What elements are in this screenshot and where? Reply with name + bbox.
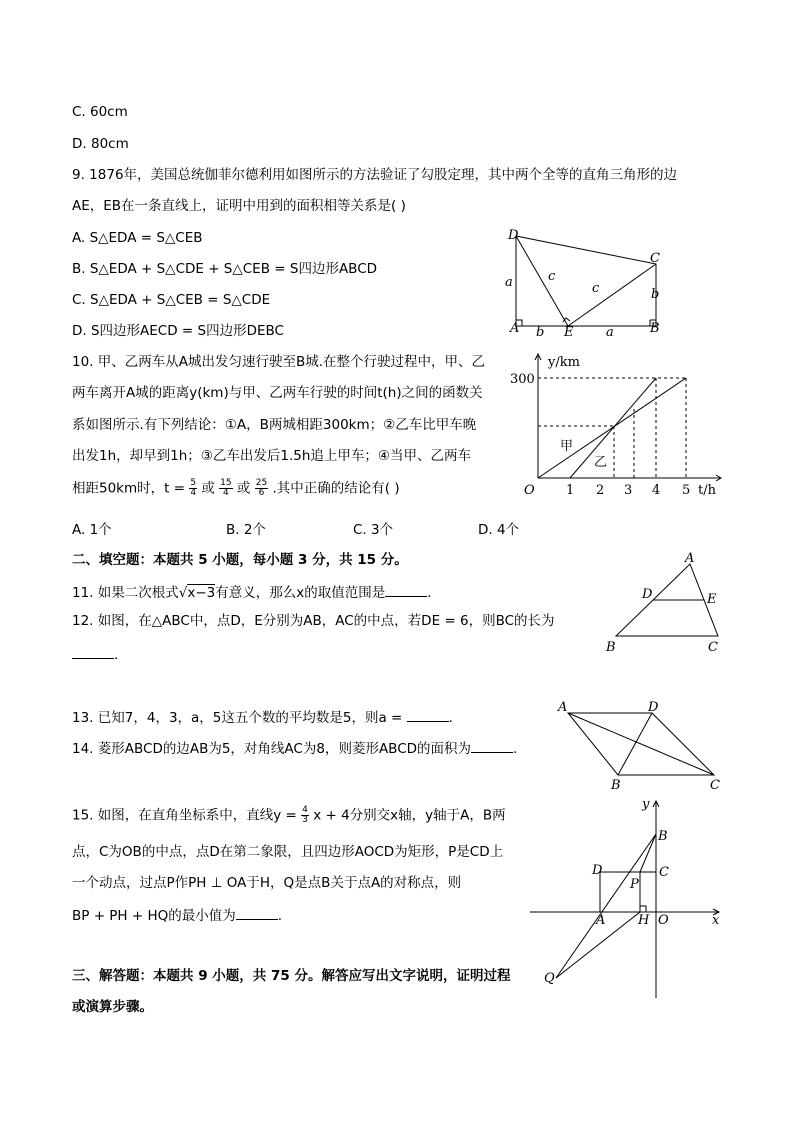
q15-stem-line1-start: 15. 如图，在直角坐标系中，直线y =: [72, 807, 302, 824]
q11: 11. 如果二次根式√x−3有意义，那么x的取值范围是 .: [72, 582, 432, 602]
label-d: D: [642, 587, 653, 602]
line-label-jia: 甲: [560, 439, 574, 454]
x-axis-label: t/h: [698, 483, 716, 498]
label-c: C: [650, 251, 660, 266]
q14-stem: 14. 菱形ABCD的边AB为5，对角线AC为8，则菱形ABCD的面积为: [72, 741, 472, 757]
or-word: 或: [236, 480, 251, 497]
label-side-b: b: [651, 287, 660, 302]
q11-stem-start: 11. 如果二次根式: [72, 585, 179, 601]
section-3-heading-line1: 三、解答题：本题共 9 小题，共 75 分。解答应写出文字说明，证明过程: [72, 968, 511, 984]
label-o: O: [658, 913, 669, 928]
label-c: C: [710, 778, 720, 793]
q14-answer-blank[interactable]: [471, 738, 513, 753]
label-side-a: a: [606, 325, 614, 338]
q10-stem-line3: 系如图所示.有下列结论：①A，B两城相距300km；②乙车比甲车晚: [72, 417, 477, 433]
label-p: P: [630, 877, 639, 892]
q11-answer-blank[interactable]: [385, 582, 427, 597]
q12-stem: 12. 如图，在△ABC中，点D，E分别为AB，AC的中点，若DE = 6，则BC的长为: [72, 613, 555, 629]
q10-stem-line1: 10. 甲、乙两车从A城出发匀速行驶至B城.在整个行驶过程中，甲、乙: [72, 354, 486, 370]
q9-figure: [500, 226, 670, 338]
q15-stem-line4: BP + PH + HQ的最小值为 .: [72, 905, 282, 925]
section-2-heading: 二、填空题：本题共 5 小题，每小题 3 分，共 15 分。: [72, 552, 408, 568]
q9-stem-line1: 9. 1876年，美国总统伽菲尔德利用如图所示的方法验证了勾股定理，其中两个全等的直角三角形的边: [72, 167, 678, 183]
label-hyp-c: c: [592, 281, 600, 296]
q9-option-c: C. S△EDA + S△CEB = S△CDE: [72, 292, 271, 308]
label-d: D: [592, 863, 603, 878]
q10-stem-line4: 出发1h，却早到1h；③乙车出发后1.5h追上甲车；④当甲、乙两车: [72, 448, 472, 464]
label-e: E: [564, 325, 574, 338]
q12-triangle-figure: [600, 548, 730, 656]
fraction-25-6: $\frac{25}{6}$: [255, 478, 268, 498]
q8-option-d: D. 80cm: [72, 136, 129, 152]
q15-stem-line4-text: BP + PH + HQ的最小值为: [72, 908, 236, 924]
fraction-5-4: $\frac{5}{4}$: [190, 478, 197, 498]
q10-stem-line5-end: .其中正确的结论有( ): [272, 480, 400, 497]
label-b: B: [650, 321, 660, 336]
label-c: C: [708, 640, 718, 655]
y-axis-label: y/km: [548, 355, 580, 370]
label-d: D: [648, 700, 659, 715]
section-3-heading-line2: 或演算步骤。: [72, 999, 153, 1015]
x-tick-4: 4: [652, 483, 661, 498]
q10-option-a: A. 1个: [72, 522, 112, 538]
q12-answer-blank[interactable]: [72, 644, 114, 659]
q10-stem-line5: [72, 479, 400, 498]
q13-stem: 13. 已知7，4，3，a，5这五个数的平均数是5，则a =: [72, 710, 407, 726]
line-label-yi: 乙: [594, 455, 608, 470]
q9-option-d: D. S四边形AECD = S四边形DEBC: [72, 323, 284, 339]
origin-label: O: [524, 483, 535, 498]
q15-coordinate-figure: [522, 796, 728, 1002]
q12-answer-line: .: [72, 644, 118, 664]
label-a: A: [596, 913, 606, 928]
label-b: B: [658, 829, 668, 844]
label-a: A: [510, 321, 520, 336]
label-d: D: [508, 228, 519, 243]
label-b: B: [606, 640, 616, 655]
x-tick-1: 1: [566, 483, 575, 498]
q9-stem-line2: AE，EB在一条直线上，证明中用到的面积相等关系是( ): [72, 198, 406, 214]
q15-stem-line1-end: x + 4分别交x轴，y轴于A，B两: [313, 807, 506, 824]
x-tick-2: 2: [596, 483, 605, 498]
label-y-axis: y: [642, 797, 650, 812]
q11-radicand: x−3: [187, 585, 216, 601]
q15-answer-blank[interactable]: [236, 905, 278, 920]
x-tick-5: 5: [682, 483, 691, 498]
q14: 14. 菱形ABCD的边AB为5，对角线AC为8，则菱形ABCD的面积为 .: [72, 738, 517, 758]
q11-stem-end: 有意义，那么x的取值范围是: [215, 585, 386, 601]
q10-option-b: B. 2个: [226, 522, 266, 538]
fraction-15-4: $\frac{15}{4}$: [220, 478, 232, 498]
label-hyp-c: c: [548, 269, 556, 284]
label-a: A: [685, 551, 695, 566]
q10-graph: [508, 350, 726, 502]
label-b: B: [611, 778, 621, 793]
q10-stem-line2: 两车离开A城的距离y(km)与甲、乙两车行驶的时间t(h)之间的函数关: [72, 385, 483, 401]
q10-option-c: C. 3个: [353, 522, 394, 538]
q9-option-b: B. S△EDA + S△CDE + S△CEB = S四边形ABCD: [72, 261, 378, 277]
q9-option-a: A. S△EDA = S△CEB: [72, 230, 203, 246]
q15-stem-line2: 点，C为OB的中点，点D在第二象限，且四边形AOCD为矩形，P是CD上: [72, 844, 504, 860]
y-tick-300: 300: [510, 372, 535, 387]
fraction-4-3: $\frac{4}{3}$: [302, 805, 308, 825]
q10-stem-line5-start: 相距50km时，t =: [72, 480, 190, 497]
q13-answer-blank[interactable]: [407, 707, 449, 722]
q10-option-d: D. 4个: [478, 522, 520, 538]
label-h: H: [638, 913, 650, 928]
label-side-b: b: [536, 325, 545, 338]
q14-rhombus-figure: [554, 697, 730, 793]
x-tick-3: 3: [624, 483, 633, 498]
label-q: Q: [544, 971, 555, 986]
label-a: A: [558, 700, 568, 715]
sqrt-symbol: √: [178, 585, 188, 601]
q15-stem-line1: [72, 806, 506, 825]
q8-option-c: C. 60cm: [72, 104, 128, 120]
label-x-axis: x: [712, 913, 720, 928]
label-c: C: [659, 865, 669, 880]
or-word: 或: [201, 480, 215, 497]
label-e: E: [707, 592, 717, 607]
q15-stem-line3: 一个动点，过点P作PH ⊥ OA于H，Q是点B关于点A的对称点，则: [72, 875, 462, 891]
label-side-a: a: [505, 275, 513, 290]
q13: 13. 已知7，4，3，a，5这五个数的平均数是5，则a = .: [72, 707, 453, 727]
